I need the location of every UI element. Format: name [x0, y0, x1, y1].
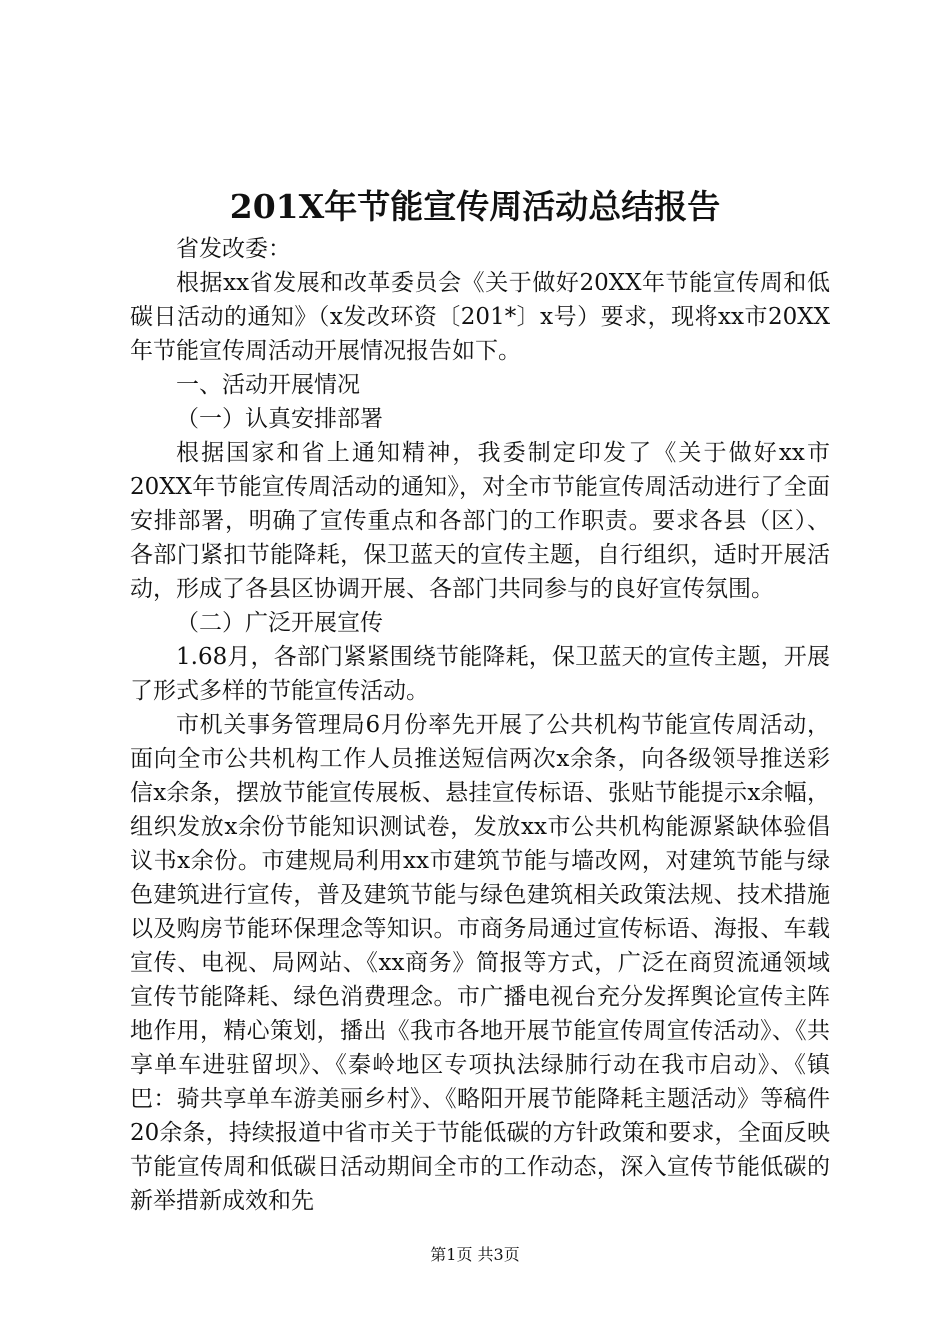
document-title: 201X年节能宣传周活动总结报告: [229, 187, 721, 226]
subsection-heading: （二）广泛开展宣传: [176, 610, 383, 636]
subsection-heading: （一）认真安排部署: [176, 406, 383, 432]
section-heading: 一、活动开展情况: [176, 372, 360, 398]
document-body: [130, 232, 830, 1218]
paragraph: 1.68月，各部门紧紧围绕节能降耗，保卫蓝天的宣传主题，开展了形式多样的节能宣传活动。: [130, 644, 830, 704]
salutation: 省发改委：: [176, 236, 291, 262]
paragraph: 市机关事务管理局6月份率先开展了公共机构节能宣传周活动，面向全市公共机构工作人员推送短信两次x余条，向各级领导推送彩信x余条，摆放节能宣传展板、悬挂宣传标语、张贴节能提示x余幅，组织发放x余份节能知识测试卷，发放xx市公共机构能源紧缺体验倡议书x余份。市建规局利用xx市建筑节能与墙改网，对建筑节能与绿色建筑进行宣传，普及建筑节能与绿色建筑相关政策法规、技术措施以及购房节能环保理念等知识。市商务局通过宣传标语、海报、车载宣传、电视、局网站、《xx商务》简报等方式，广泛在商贸流通领域宣传节能降耗、绿色消费理念。市广播电视台充分发挥舆论宣传主阵地作用，精心策划，播出《我市各地开展节能宣传周宣传活动》、《共享单车进驻留坝》、《秦岭地区专项执法绿肺行动在我市启动》、《镇巴：骑共享单车游美丽乡村》、《略阳开展节能降耗主题活动》等稿件20余条，持续报道中省市关于节能低碳的方针政策和要求，全面反映节能宣传周和低碳日活动期间全市的工作动态，深入宣传节能低碳的新举措新成效和先: [130, 712, 830, 1214]
page-footer: 第1页 共3页: [430, 1245, 520, 1264]
paragraph-intro: 根据xx省发展和改革委员会《关于做好20XX年节能宣传周和低碳日活动的通知》（x发改环资〔201*〕x号）要求，现将xx市20XX年节能宣传周活动开展情况报告如下。: [130, 270, 830, 364]
paragraph: 根据国家和省上通知精神，我委制定印发了《关于做好xx市20XX年节能宣传周活动的通知》，对全市节能宣传周活动进行了全面安排部署，明确了宣传重点和各部门的工作职责。要求各县（区）、各部门紧扣节能降耗，保卫蓝天的宣传主题，自行组织，适时开展活动，形成了各县区协调开展、各部门共同参与的良好宣传氛围。: [130, 440, 830, 602]
